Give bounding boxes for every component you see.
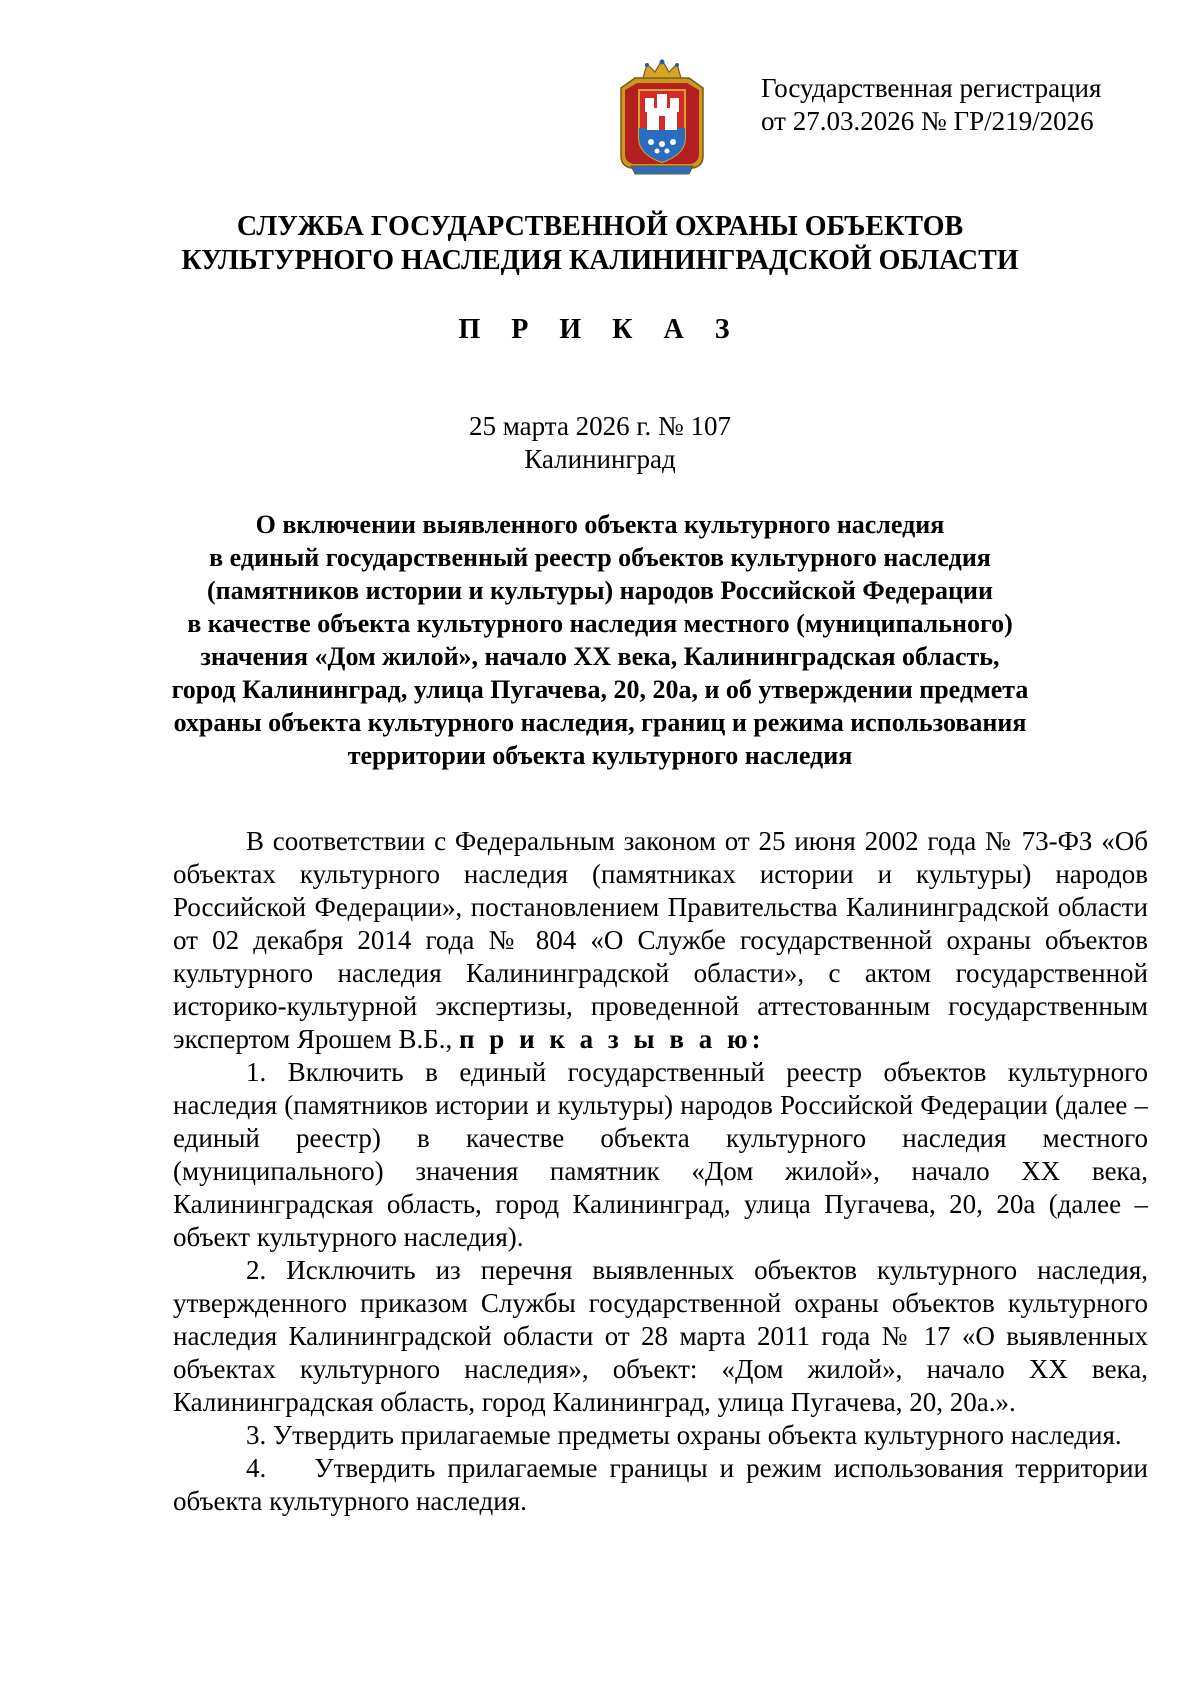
order-item-1: 1. Включить в единый государственный реестр объектов культурного наследия (памятников истории и культуры) народов Российской Федерации (далее – единый реестр) в качестве объекта культурного наследия местного (муниципального) значения памятник «Дом жилой», начало XX века, Калининградская область, город Калининград, улица Пугачева, 20, 20а (далее – объект культурного наследия). — [173, 1057, 1148, 1252]
registration-line: Государственная регистрация — [761, 73, 1102, 103]
order-item-3: 3. Утвердить прилагаемые предметы охраны объекта культурного наследия. — [246, 1420, 1122, 1450]
order-item-2: 2. Исключить из перечня выявленных объектов культурного наследия, утвержденного приказом Службы государственной охраны объектов культурного наследия Калининградской области от 28 марта 2011 года № 17 «О выявленных объектах культурного наследия», объект: «Дом жилой», начало XX века, Калининградская область, город Калининград, улица Пугачева, 20, 20а.». — [173, 1255, 1148, 1417]
subject-line: город Калининград, улица Пугачева, 20, 20а, и об утверждении предмета — [171, 675, 1029, 704]
order-word: п р и к а з ы в а ю: — [459, 1024, 765, 1054]
order-city: Калининград — [524, 444, 676, 474]
registration-stamp — [761, 72, 1101, 138]
order-subject — [100, 508, 1100, 772]
subject-line: территории объекта культурного наследия — [347, 741, 853, 770]
preamble-text: В соответствии с Федеральным законом от 25 июня 2002 года № 73-ФЗ «Об объектах культурного наследия (памятниках истории и культуры) народов Российской Федерации», постановлением Правительства Калининградской области от 02 декабря 2014 года № 804 «О Службе государственной охраны объектов культурного наследия Калининградской области», с актом государственной историко-культурной экспертизы, проведенной аттестованным государственным экспертом Ярошем В.Б., — [173, 826, 1148, 1054]
subject-line: в качестве объекта культурного наследия местного (муниципального) — [187, 609, 1013, 638]
subject-line: в единый государственный реестр объектов культурного наследия — [209, 543, 991, 572]
agency-name-line: СЛУЖБА ГОСУДАРСТВЕННОЙ ОХРАНЫ ОБЪЕКТОВ — [236, 211, 964, 242]
kaliningrad-coat-of-arms-icon — [617, 58, 707, 178]
agency-name-line: КУЛЬТУРНОГО НАСЛЕДИЯ КАЛИНИНГРАДСКОЙ ОБЛАСТИ — [181, 245, 1019, 276]
subject-line: (памятников истории и культуры) народов Российской Федерации — [207, 576, 993, 605]
registration-number: от 27.03.2026 № ГР/219/2026 — [761, 106, 1094, 136]
subject-line: О включении выявленного объекта культурного наследия — [255, 510, 945, 539]
order-item-4: 4. Утвердить прилагаемые границы и режим использования территории объекта культурного наследия. — [173, 1453, 1155, 1516]
agency-name — [100, 210, 1100, 278]
subject-line: охраны объекта культурного наследия, границ и режима использования — [173, 708, 1027, 737]
order-date-number: 25 марта 2026 г. № 107 — [469, 411, 731, 441]
document-type: П Р И К А З — [458, 314, 742, 345]
preamble-paragraph — [173, 825, 1148, 1056]
subject-line: значения «Дом жилой», начало XX века, Калининградская область, — [200, 642, 1000, 671]
order-body — [173, 825, 1155, 1518]
